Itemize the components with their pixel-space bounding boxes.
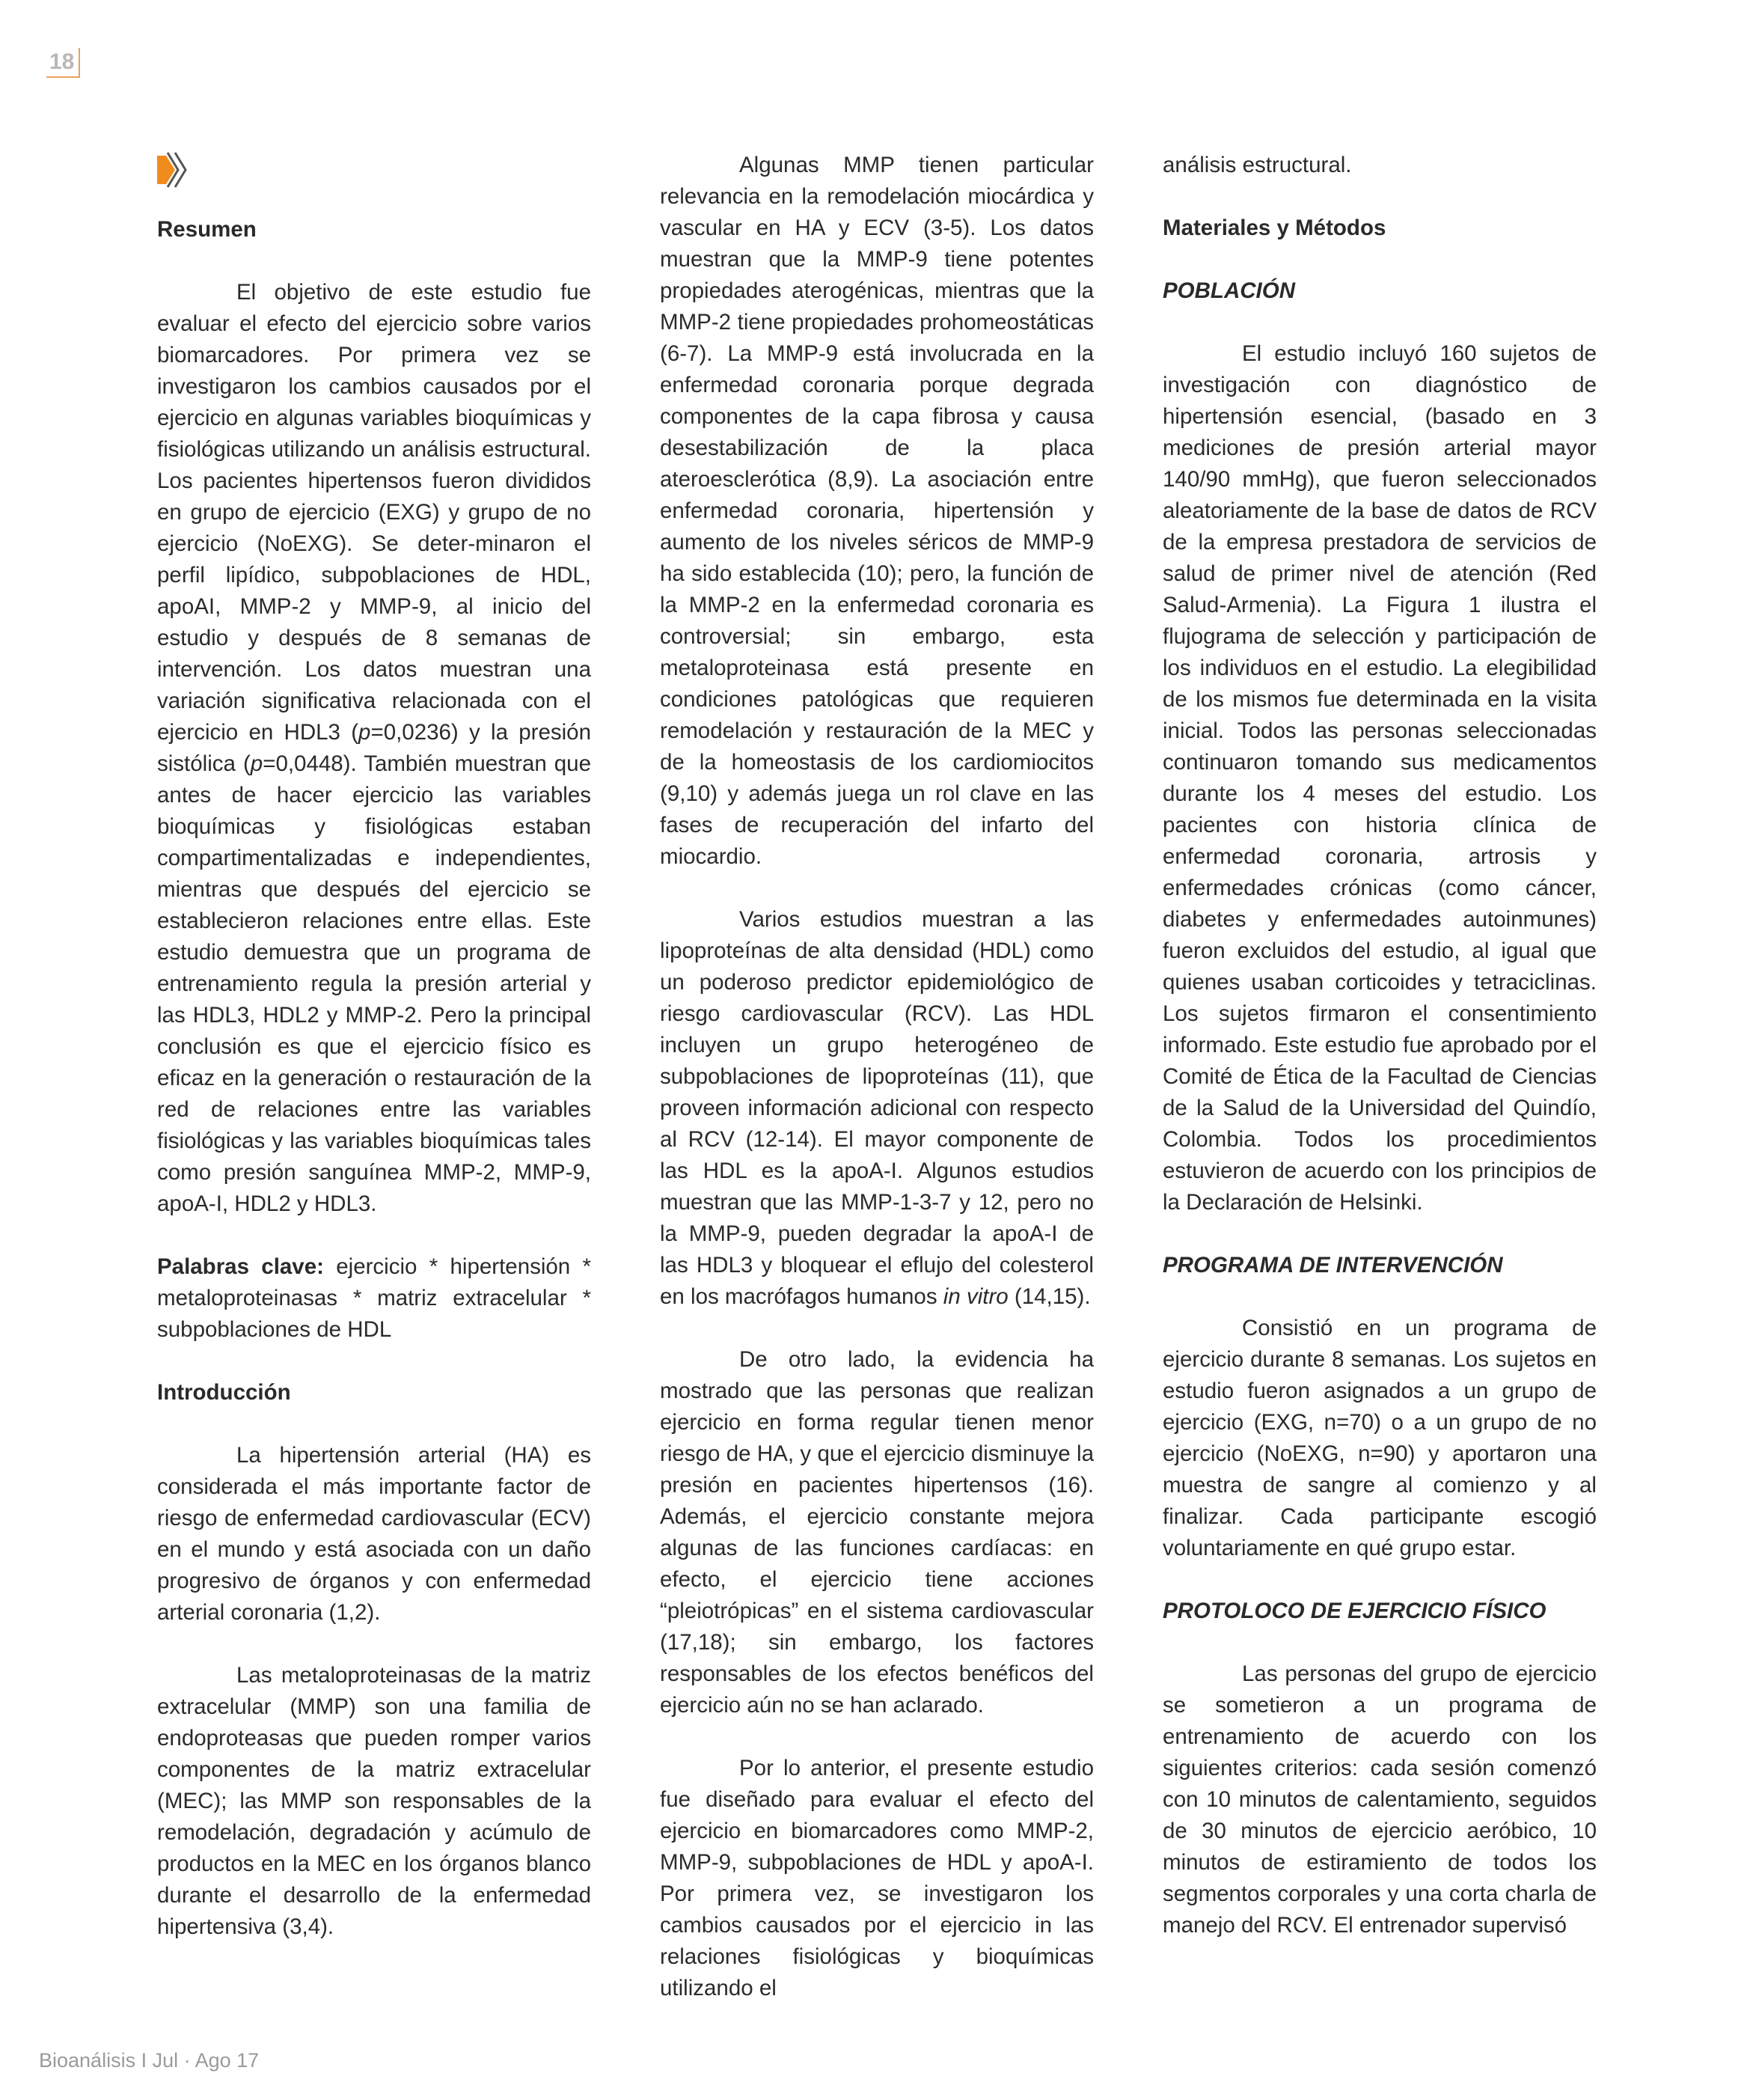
footer: Bioanálisis I Jul · Ago 17 <box>39 2049 260 2072</box>
study-aim-paragraph: Por lo anterior, el presente estudio fue diseñado para evaluar el efecto del ejercicio en biomarcadores como MMP-2, MMP-9, subpoblaciones de HDL y apoA-I. Por primera vez, se investigaron los cambios causados por el ejercicio in las relaciones fisiológicas y bioquímicas utilizando el <box>660 1756 1094 2000</box>
poblacion-paragraph: El estudio incluyó 160 sujetos de investigación con diagnóstico de hipertensión esencial, (basado en 3 mediciones de presión arterial mayor 140/90 mmHg), que fueron seleccionados aleatoriamente de la base de datos de RCV de la empresa prestadora de servicios de salud de primer nivel de atención (Red Salud-Armenia). La Figura 1 ilustra el flujograma de selección y participación de los individuos en el estudio. La elegibilidad de los mismos fue determinada en la visita inicial. Todos las personas seleccionadas continuaron tomando sus medicamentos durante los 4 meses del estudio. Los pacientes con historia clínica de enfermedad coronaria, artrosis y enfermedades crónicas (como cáncer, diabetes y enfermedades autoinmunes) fueron excluidos del estudio, al igual que quienes usaban corticoides y tetraciclinas. Los sujetos firmaron el consentimiento informado. Este estudio fue aprobado por el Comité de Ética de la Facultad de Ciencias de la Salud de la Universidad del Quindío, Colombia. Todos los procedimientos estuvieron de acuerdo con los principios de la Declaración de Helsinki. <box>1163 341 1597 1215</box>
protocolo-paragraph: Las personas del grupo de ejercicio se sometieron a un programa de entrenamiento de acuerdo con los siguientes criterios: cada sesión comenzó con 10 minutos de calentamiento, seguidos de 30 minutos de ejercicio aeróbico, 10 minutos de estiramiento de todos los segmentos corporales y una corta charla de manejo del RCV. El entrenador supervisó <box>1163 1661 1597 1938</box>
protocolo-heading: PROTOLOCO DE EJERCICIO FÍSICO <box>1163 1599 1546 1623</box>
page-number: 18 <box>46 48 80 78</box>
column-middle <box>660 150 1094 2036</box>
mmp-paragraph: Algunas MMP tienen particular relevancia en la remodelación miocárdica y vascular en HA y ECV (3-5). Los datos muestran que la MMP-9 tiene potentes propiedades aterogénicas, mientras que la MMP-2 tiene propiedades prohomeostáticas (6-7). La MMP-9 está involucrada en la enfermedad coronaria porque degrada componentes de la capa fibrosa y causa desestabilización de la placa ateroesclerótica (8,9). La asociación entre enfermedad coronaria, hipertensión y aumento de los niveles séricos de MMP-9 ha sido establecida (10); pero, la función de la MMP-2 en la enfermedad coronaria es controversial; sin embargo, esta metaloproteinasa está presente en condiciones patológicas que requieren remodelación y restauración de la MEC y de la homeostasis de los cardiomiocitos (9,10) y además juega un rol clave en las fases de recuperación del infarto del miocardio. <box>660 153 1094 869</box>
p-value-symbol: p <box>358 720 371 745</box>
hdl-text-a: Varios estudios muestran a las lipoproteínas de alta densidad (HDL) como un poderoso predictor epidemiológico de riesgo cardiovascular (RCV). Las HDL incluyen un grupo heterogéneo de subpoblaciones de lipoproteínas (11), que proveen información adicional con respecto al RCV (12-14). El mayor componente de las HDL es la apoA-I. Algunos estudios muestran que las MMP-1-3-7 y 12, pero no la MMP-9, pueden degradar la apoA-I de las HDL3 y bloquear el eflujo del colesterol en los macrófagos humanos <box>660 907 1094 1309</box>
intro-heading: Introducción <box>157 1380 291 1405</box>
resumen-text-b: =0,0236) y la presión sistólica ( <box>157 720 591 776</box>
keywords-text: ejercicio * hipertensión * metaloproteinasas * matriz extracelular * subpoblaciones de HDL <box>157 1254 591 1342</box>
keywords <box>157 1251 591 1346</box>
intro-paragraph-2: Las metaloproteinasas de la matriz extracelular (MMP) son una familia de endoproteasas que pueden romper varios componentes de la matriz extracelular (MEC); las MMP son responsables de la remodelación, degradación y acúmulo de productos en la MEC en los órganos blanco durante el desarrollo de la enfermedad hipertensiva (3,4). <box>157 1663 591 1939</box>
column-right <box>1163 150 1597 1973</box>
resumen-heading: Resumen <box>157 217 257 242</box>
poblacion-heading: POBLACIÓN <box>1163 278 1295 303</box>
resumen-text-a: El objetivo de este estudio fue evaluar el efecto del ejercicio sobre varios biomarcadores. Por primera vez se investigaron los cambios causados por el ejercicio en algunas variables bioquímicas y fisiológicas utilizando un análisis estructural. Los pacientes hipertensos fueron divididos en grupo de ejercicio (EXG) y grupo de no ejercicio (NoEXG). Se deter-minaron el perfil lipídico, subpoblaciones de HDL, apoAI, MMP-2 y MMP-9, al inicio del estudio y después de 8 semanas de intervención. Los datos muestran una variación significativa relacionada con el ejercicio en HDL3 ( <box>157 280 591 745</box>
continuation-text: análisis estructural. <box>1163 153 1352 177</box>
resumen-text-c: =0,0448). También muestran que antes de hacer ejercicio las variables bioquímicas y fisiológicas estaban compartimentalizadas e independientes, mientras que después del ejercicio se establecieron relaciones entre ellas. Este estudio demuestra que un programa de entrenamiento regula la presión arterial y las HDL3, HDL2 y MMP-2. Pero la principal conclusión es que el ejercicio físico es eficaz en la generación o restauración de la red de relaciones entre las variables fisiológicas y las variables bioquímicas tales como presión sanguínea MMP-2, MMP-9, apoA-I, HDL2 y HDL3. <box>157 751 591 1216</box>
intro-paragraph-1: La hipertensión arterial (HA) es considerada el más importante factor de riesgo de enfermedad cardiovascular (ECV) en el mundo y está asociada con un daño progresivo de órganos y con enfermedad arterial coronaria (1,2). <box>157 1443 591 1625</box>
hdl-paragraph <box>660 904 1094 1313</box>
hdl-text-b: (14,15). <box>1008 1284 1091 1309</box>
resumen-paragraph <box>157 277 591 1220</box>
programa-paragraph: Consistió en un programa de ejercicio durante 8 semanas. Los sujetos en estudio fueron asignados a un grupo de ejercicio (EXG, n=70) o a un grupo de no ejercicio (NoEXG, n=90) y aportaron una muestra de sangre al comienzo y al finalizar. Cada participante escogió voluntariamente en qué grupo estar. <box>1163 1316 1597 1560</box>
p-value-symbol: p <box>250 751 263 776</box>
keywords-label: Palabras clave: <box>157 1254 324 1279</box>
exercise-paragraph: De otro lado, la evidencia ha mostrado que las personas que realizan ejercicio en forma regular tienen menor riesgo de HA, y que el ejercicio disminuye la presión en pacientes hipertensos (16). Además, el ejercicio constante mejora algunas de las funciones cardíacas: en efecto, el ejercicio tiene acciones “pleiotrópicas” en el sistema cardiovascular (17,18); sin embargo, los factores responsables de los efectos benéficos del ejercicio aún no se han aclarado. <box>660 1347 1094 1718</box>
methods-heading: Materiales y Métodos <box>1163 216 1386 240</box>
column-left <box>157 214 591 1974</box>
double-chevron-right-icon <box>156 150 190 190</box>
programa-heading: PROGRAMA DE INTERVENCIÓN <box>1163 1253 1503 1278</box>
in-vitro-term: in vitro <box>943 1284 1009 1309</box>
